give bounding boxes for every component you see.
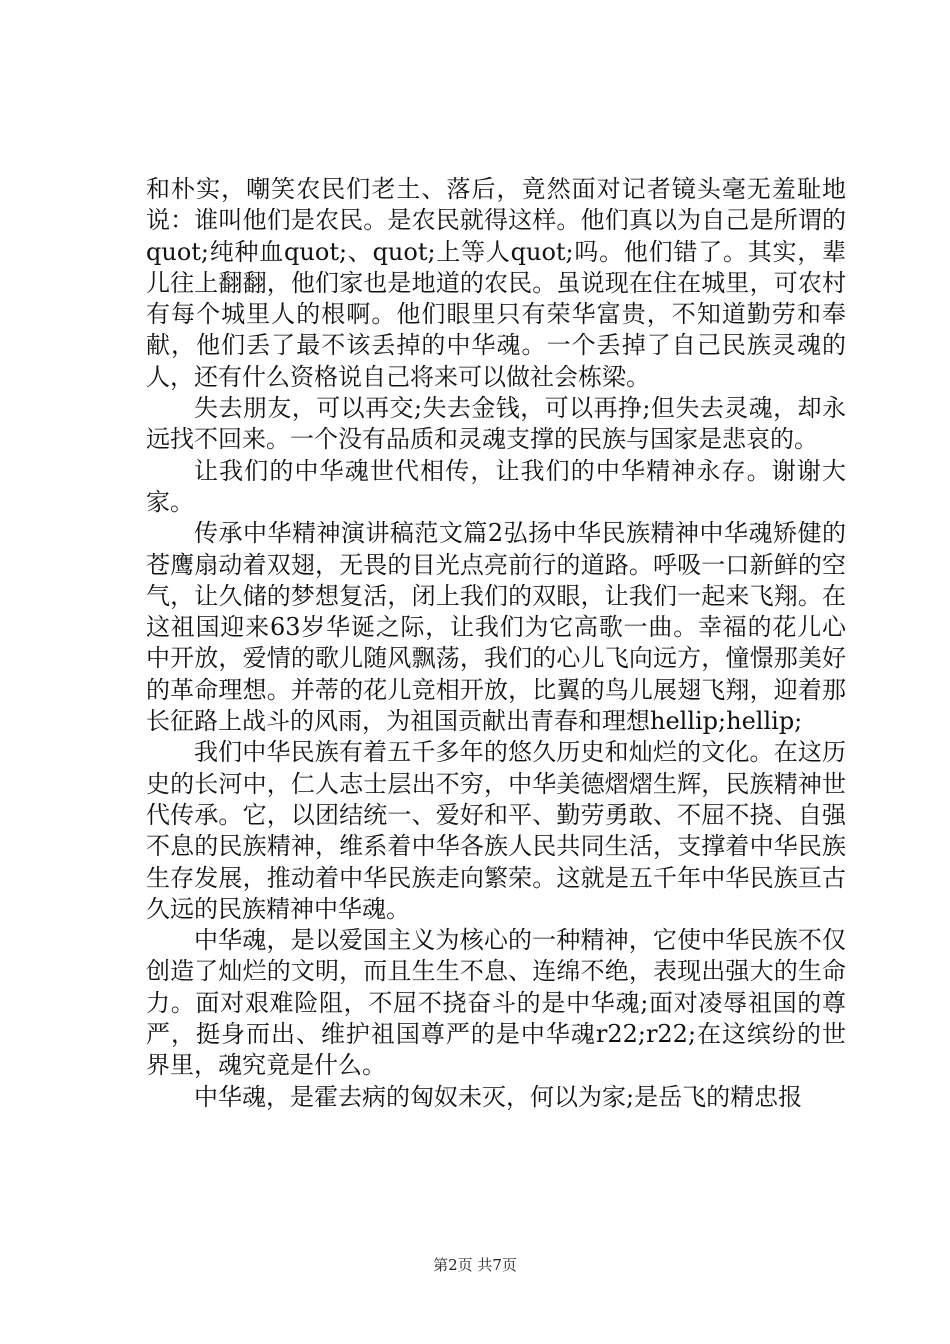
paragraph: 失去朋友，可以再交;失去金钱，可以再挣;但失去灵魂，却永远找不回来。一个没有品质和灵魂支撑的民族与国家是悲哀的。 <box>146 394 846 454</box>
paragraph: 中华魂，是以爱国主义为核心的一种精神，它使中华民族不仅创造了灿烂的文明，而且生生不息、连绵不绝，表现出强大的生命力。面对艰难险阻，不屈不挠奋斗的是中华魂;面对凌辱祖国的尊严，挺身而出、维护祖国尊严的是中华魂r22;r22;在这缤纷的世界里，魂究竟是什么。 <box>146 926 846 1080</box>
paragraph: 传承中华精神演讲稿范文篇2弘扬中华民族精神中华魂矫健的苍鹰扇动着双翅，无畏的目光点亮前行的道路。呼吸一口新鲜的空气，让久储的梦想复活，闭上我们的双眼，让我们一起来飞翔。在这祖国迎来63岁华诞之际，让我们为它高歌一曲。幸福的花儿心中开放，爱情的歌儿随风飘荡，我们的心儿飞向远方，憧憬那美好的革命理想。并蒂的花儿竞相开放，比翼的鸟儿展翅飞翔，迎着那长征路上战斗的风雨，为祖国贡献出青春和理想hellip;hellip; <box>146 519 846 736</box>
paragraph: 我们中华民族有着五千多年的悠久历史和灿烂的文化。在这历史的长河中，仁人志士层出不穷，中华美德熠熠生辉，民族精神世代传承。它，以团结统一、爱好和平、勤劳勇敢、不屈不挠、自强不息的民族精神，维系着中华各族人民共同生活，支撑着中华民族生存发展，推动着中华民族走向繁荣。这就是五千年中华民族亘古久远的民族精神中华魂。 <box>146 738 846 923</box>
paragraph: 中华魂，是霍去病的匈奴未灭，何以为家;是岳飞的精忠报 <box>194 1082 803 1111</box>
paragraph: 让我们的中华魂世代相传，让我们的中华精神永存。谢谢大家。 <box>146 456 846 516</box>
page-number-footer: 第2页 共7页 <box>433 1256 517 1274</box>
document-body <box>146 174 846 1113</box>
paragraph-continued: 和朴实，嘲笑农民们老土、落后，竟然面对记者镜头毫无羞耻地说：谁叫他们是农民。是农民就得这样。他们真以为自己是所谓的quot;纯种血quot;、quot;上等人quot;吗。他们错了。其实，辈儿往上翻翻，他们家也是地道的农民。虽说现在住在城里，可农村有每个城里人的根啊。他们眼里只有荣华富贵，不知道勤劳和奉献，他们丢了最不该丢掉的中华魂。一个丢掉了自己民族灵魂的人，还有什么资格说自己将来可以做社会栋梁。 <box>146 175 846 391</box>
